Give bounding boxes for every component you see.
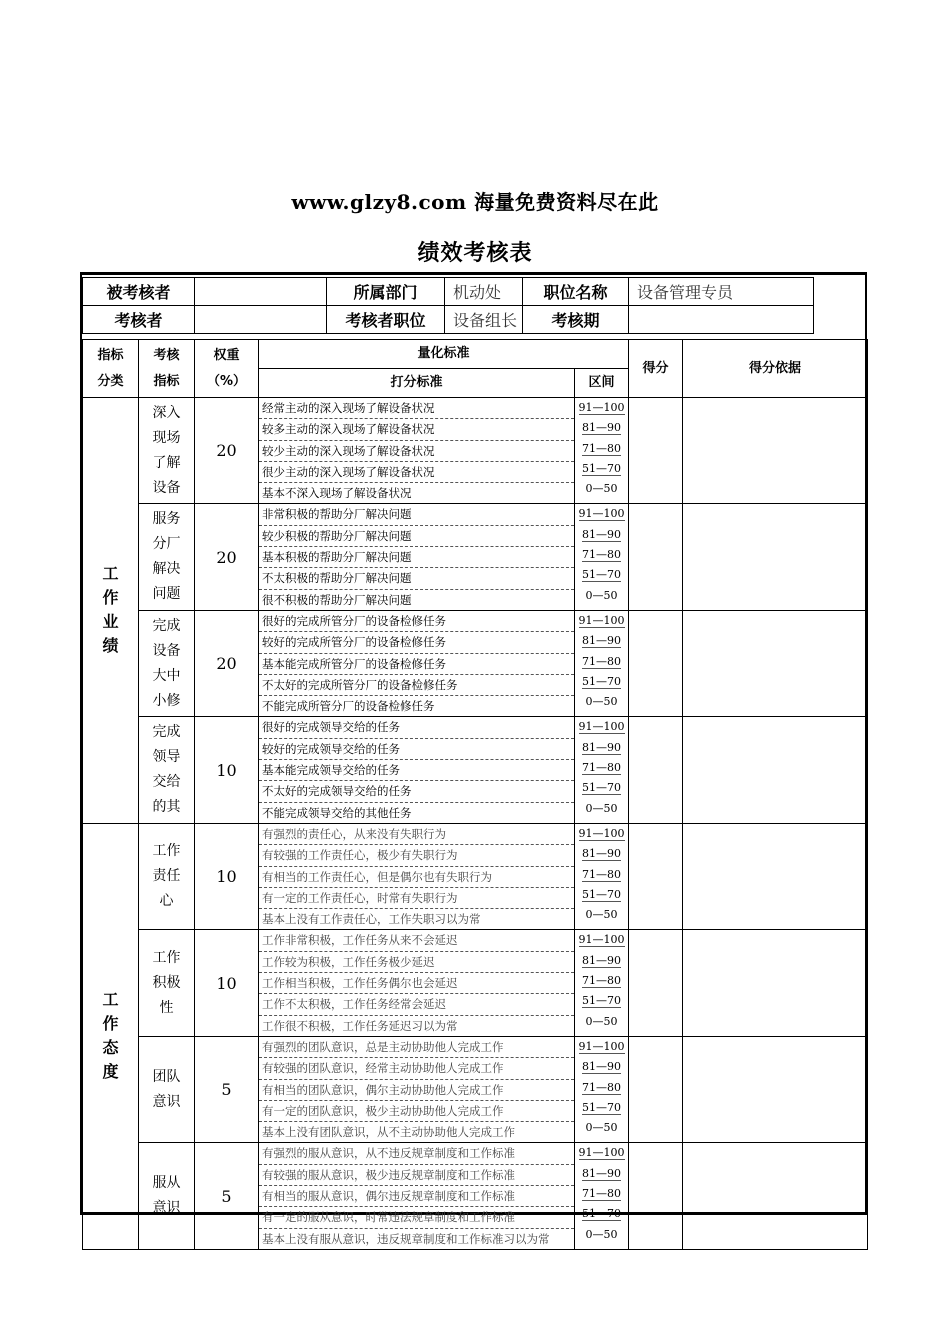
- range-value: 91—100: [578, 720, 625, 734]
- table-row: [83, 504, 868, 610]
- weight-cell: 20: [195, 398, 259, 504]
- basis-field[interactable]: [683, 1036, 868, 1142]
- criteria-line: 较好的完成领导交给的任务: [259, 739, 574, 760]
- criteria-line: 较少积极的帮助分厂解决问题: [259, 526, 574, 547]
- examiner-field[interactable]: [195, 306, 327, 334]
- header-basis: 得分依据: [683, 340, 868, 398]
- criteria-cell: [259, 610, 575, 716]
- range-value: 91—100: [578, 1146, 625, 1160]
- range-value: 71—80: [582, 1080, 622, 1094]
- table-row: [83, 823, 868, 929]
- range-value: 0—50: [585, 695, 618, 709]
- indicator-cell: 工作积极性: [139, 930, 195, 1036]
- range-value: 51—70: [582, 568, 622, 582]
- table-row: [83, 398, 868, 504]
- range-cell: [575, 398, 629, 504]
- range-value: 81—90: [582, 634, 622, 648]
- criteria-line: 有一定的工作责任心，时常有失职行为: [259, 888, 574, 909]
- score-field[interactable]: [629, 1143, 683, 1249]
- examinee-label: 被考核者: [83, 278, 195, 306]
- table-row: [83, 1143, 868, 1249]
- weight-cell: 10: [195, 930, 259, 1036]
- criteria-line: 有相当的工作责任心，但是偶尔也有失职行为: [259, 867, 574, 888]
- indicator-cell: 服务分厂解决问题: [139, 504, 195, 610]
- criteria-line: 不太好的完成所管分厂的设备检修任务: [259, 675, 574, 696]
- criteria-cell: [259, 1036, 575, 1142]
- table-row: [83, 930, 868, 1036]
- examinee-field[interactable]: [195, 278, 327, 306]
- criteria-line: 非常积极的帮助分厂解决问题: [259, 504, 574, 525]
- criteria-line: 有强烈的服从意识，从不违反规章制度和工作标准: [259, 1143, 574, 1164]
- criteria-cell: [259, 930, 575, 1036]
- score-field[interactable]: [629, 823, 683, 929]
- department-label: 所属部门: [327, 278, 445, 306]
- indicator-cell: 完成领导交给的其: [139, 717, 195, 823]
- range-value: 91—100: [578, 826, 625, 840]
- range-value: 51—70: [582, 1207, 622, 1221]
- criteria-line: 较少主动的深入现场了解设备状况: [259, 441, 574, 462]
- criteria-line: 基本上没有工作责任心，工作失职习以为常: [262, 912, 481, 927]
- indicator-cell: 完成设备大中小修: [139, 610, 195, 716]
- criteria-line: 基本能完成所管分厂的设备检修任务: [259, 654, 574, 675]
- range-value: 51—70: [582, 1100, 622, 1114]
- criteria-line: 不太积极的帮助分厂解决问题: [259, 568, 574, 589]
- criteria-line: 有较强的工作责任心，极少有失职行为: [259, 845, 574, 866]
- range-value: 81—90: [582, 953, 622, 967]
- range-value: 91—100: [578, 401, 625, 414]
- range-value: 51—70: [582, 461, 622, 475]
- header-score: 得分: [629, 340, 683, 398]
- criteria-line: 不太好的完成领导交给的任务: [259, 781, 574, 802]
- criteria-line: 有较强的服从意识，极少违反规章制度和工作标准: [259, 1165, 574, 1186]
- criteria-cell: [259, 717, 575, 823]
- criteria-line: 工作较为积极，工作任务极少延迟: [259, 952, 574, 973]
- range-value: 71—80: [582, 441, 622, 455]
- basis-field[interactable]: [683, 1143, 868, 1249]
- criteria-line: 有强烈的责任心，从来没有失职行为: [259, 824, 574, 845]
- criteria-line: 基本上没有服从意识，违反规章制度和工作标准习以为常: [262, 1231, 550, 1246]
- indicator-cell: 工作责任心: [139, 823, 195, 929]
- range-cell: [575, 610, 629, 716]
- indicator-cell: 服从意识: [139, 1143, 195, 1249]
- range-value: 91—100: [578, 1039, 625, 1053]
- score-field[interactable]: [629, 504, 683, 610]
- range-value: 0—50: [585, 801, 618, 815]
- examiner-label: 考核者: [83, 306, 195, 334]
- criteria-line: 很好的完成领导交给的任务: [259, 717, 574, 738]
- criteria-cell: [259, 504, 575, 610]
- criteria-line: 很好的完成所管分厂的设备检修任务: [259, 611, 574, 632]
- range-value: 51—70: [582, 994, 622, 1008]
- range-cell: [575, 1036, 629, 1142]
- range-value: 91—100: [578, 613, 625, 627]
- range-value: 81—90: [582, 847, 622, 861]
- criteria-cell: [259, 1143, 575, 1249]
- range-value: 91—100: [578, 933, 625, 947]
- appraisal-table: [82, 277, 814, 334]
- basis-field[interactable]: [683, 717, 868, 823]
- criteria-line: 基本能完成领导交给的任务: [259, 760, 574, 781]
- header-weight: 权重（%）: [195, 340, 259, 398]
- range-value: 71—80: [582, 654, 622, 668]
- criteria-line: 较多主动的深入现场了解设备状况: [259, 419, 574, 440]
- period-label: 考核期: [523, 306, 629, 334]
- criteria-cell: [259, 823, 575, 929]
- score-field[interactable]: [629, 717, 683, 823]
- criteria-line: 有相当的团队意识，偶尔主动协助他人完成工作: [259, 1080, 574, 1101]
- criteria-line: 有一定的团队意识，极少主动协助他人完成工作: [259, 1101, 574, 1122]
- position-field[interactable]: 设备管理专员: [629, 278, 814, 306]
- range-value: 0—50: [585, 908, 618, 922]
- criteria-line: 基本积极的帮助分厂解决问题: [259, 547, 574, 568]
- range-value: 71—80: [582, 548, 622, 562]
- criteria-line: 很不积极的帮助分厂解决问题: [262, 592, 412, 607]
- range-value: 71—80: [582, 867, 622, 881]
- period-field[interactable]: [629, 306, 814, 334]
- indicator-cell: 深入现场了解设备: [139, 398, 195, 504]
- score-field[interactable]: [629, 398, 683, 504]
- score-field[interactable]: [629, 930, 683, 1036]
- criteria-line: 基本上没有团队意识，从不主动协助他人完成工作: [262, 1125, 516, 1140]
- header-quant: 量化标准: [259, 340, 629, 369]
- range-value: 71—80: [582, 974, 622, 988]
- range-value: 0—50: [585, 1121, 618, 1135]
- range-value: 71—80: [582, 761, 622, 775]
- criteria-line: 有较强的团队意识，经常主动协助他人完成工作: [259, 1058, 574, 1079]
- criteria-line: 不能完成所管分厂的设备检修任务: [262, 699, 435, 714]
- range-value: 81—90: [582, 1060, 622, 1074]
- header-criteria: 打分标准: [259, 369, 575, 398]
- criteria-line: 有强烈的团队意识，总是主动协助他人完成工作: [259, 1037, 574, 1058]
- range-value: 51—70: [582, 887, 622, 901]
- table-row: [83, 717, 868, 823]
- weight-cell: 10: [195, 717, 259, 823]
- weight-cell: 20: [195, 504, 259, 610]
- range-cell: [575, 1143, 629, 1249]
- department-field[interactable]: 机动处: [445, 278, 523, 306]
- basis-field[interactable]: [683, 398, 868, 504]
- range-value: 71—80: [582, 1186, 622, 1200]
- range-value: 0—50: [585, 1014, 618, 1028]
- category-cell: 工作态度: [83, 823, 139, 1249]
- indicator-cell: 团队意识: [139, 1036, 195, 1142]
- page-title: 绩效考核表: [417, 240, 533, 266]
- criteria-line: 较好的完成所管分厂的设备检修任务: [259, 632, 574, 653]
- score-field[interactable]: [629, 1036, 683, 1142]
- table-row: [83, 610, 868, 716]
- weight-cell: 5: [195, 1143, 259, 1249]
- basis-field[interactable]: [683, 610, 868, 716]
- criteria-cell: [259, 398, 575, 504]
- criteria-line: 不能完成领导交给的其他任务: [262, 805, 412, 820]
- range-value: 51—70: [582, 674, 622, 688]
- range-cell: [575, 717, 629, 823]
- criteria-line: 有相当的服从意识，偶尔违反规章制度和工作标准: [259, 1186, 574, 1207]
- range-value: 81—90: [582, 740, 622, 754]
- range-value: 0—50: [585, 588, 618, 602]
- range-value: 81—90: [582, 1166, 622, 1180]
- range-value: 81—90: [582, 527, 622, 541]
- examiner-position-field[interactable]: 设备组长: [445, 306, 523, 334]
- basis-field[interactable]: [683, 504, 868, 610]
- range-value: 91—100: [578, 507, 625, 521]
- score-field[interactable]: [629, 610, 683, 716]
- criteria-line: 工作不太积极，工作任务经常会延迟: [259, 994, 574, 1015]
- range-cell: [575, 930, 629, 1036]
- criteria-line: 基本不深入现场了解设备状况: [262, 486, 412, 501]
- examiner-position-label: 考核者职位: [327, 306, 445, 334]
- range-value: 0—50: [585, 1227, 618, 1241]
- criteria-line: 很少主动的深入现场了解设备状况: [259, 462, 574, 483]
- header-indicator: 考核指标: [139, 340, 195, 398]
- criteria-line: 工作非常积极，工作任务从来不会延迟: [259, 930, 574, 951]
- weight-cell: 20: [195, 610, 259, 716]
- weight-cell: 10: [195, 823, 259, 929]
- site-header: www.glzy8.com 海量免费资料尽在此: [291, 190, 659, 214]
- criteria-line: 有一定的服从意识，时常违法规章制度和工作标准: [259, 1207, 574, 1228]
- criteria-line: 经常主动的深入现场了解设备状况: [259, 398, 574, 419]
- header-category: 指标分类: [83, 340, 139, 398]
- criteria-line: 工作很不积极，工作任务延迟习以为常: [262, 1018, 458, 1033]
- basis-field[interactable]: [683, 823, 868, 929]
- range-value: 81—90: [582, 421, 622, 435]
- header-range: 区间: [575, 369, 629, 398]
- weight-cell: 5: [195, 1036, 259, 1142]
- range-cell: [575, 823, 629, 929]
- position-label: 职位名称: [523, 278, 629, 306]
- category-cell: 工作业绩: [83, 398, 139, 824]
- range-value: 51—70: [582, 781, 622, 795]
- range-value: 0—50: [585, 482, 618, 496]
- score-table: [82, 339, 868, 1250]
- table-row: [83, 1036, 868, 1142]
- criteria-line: 工作相当积极，工作任务偶尔也会延迟: [259, 973, 574, 994]
- basis-field[interactable]: [683, 930, 868, 1036]
- range-cell: [575, 504, 629, 610]
